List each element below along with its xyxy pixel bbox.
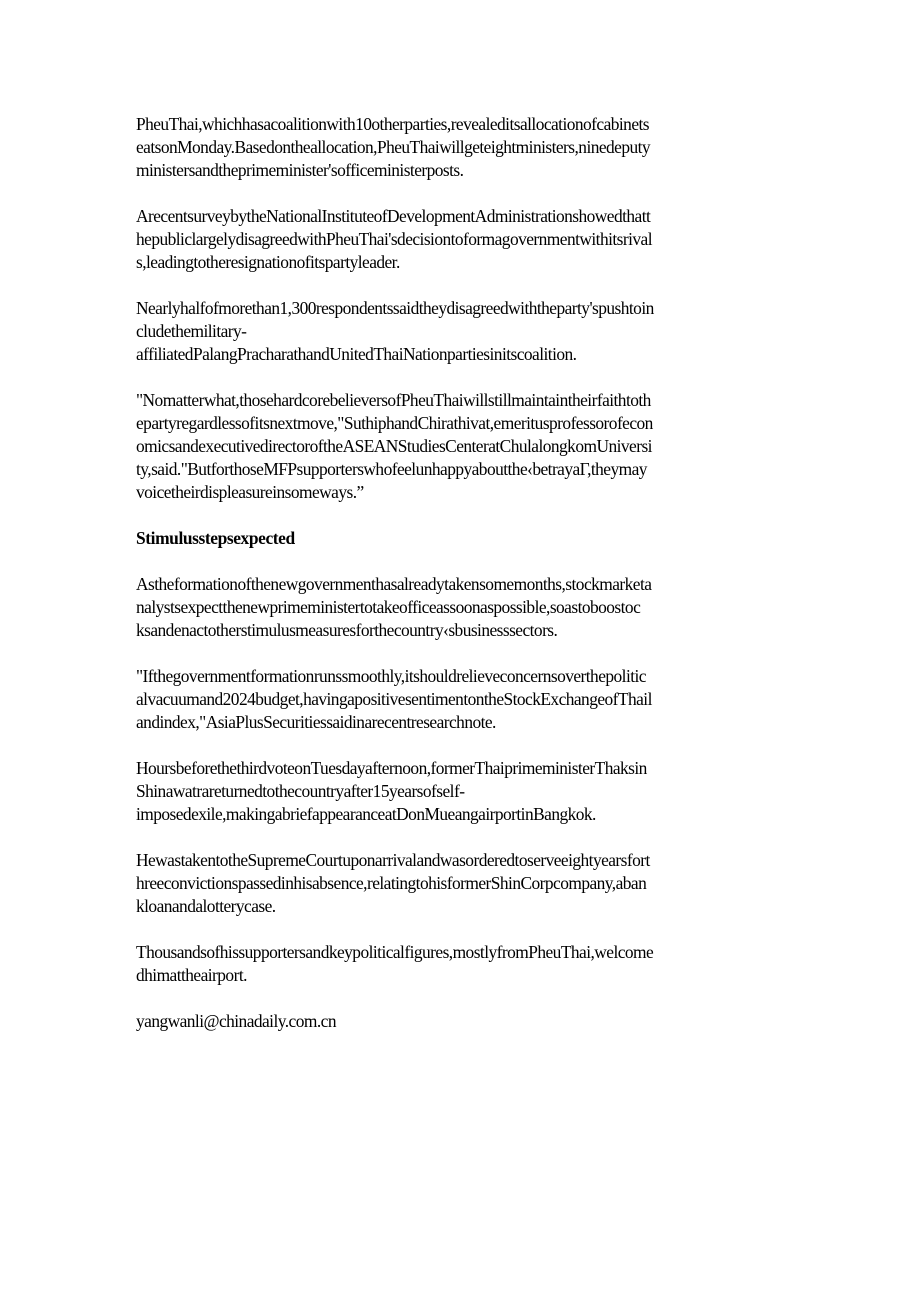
- text-line: omicsandexecutivedirectoroftheASEANStudiesCenteratChulalongkomUniversi: [136, 436, 652, 456]
- paragraph-nida-survey: [136, 205, 786, 274]
- text-line: "Ifthegovernmentformationrunssmoothly,itshouldrelieveconcernsoverthepolitic: [136, 666, 646, 686]
- text-line: alvacuumand2024budget,havingapositivesentimentontheStockExchangeofThail: [136, 689, 652, 709]
- paragraph-thaksin-return: [136, 757, 786, 826]
- text-line: Shinawatrareturnedtothecountryafter15yearsofself-: [136, 781, 465, 801]
- text-line: nalystsexpectthenewprimeministertotakeofficeassoonaspossible,soastoboostoc: [136, 597, 641, 617]
- text-line: PheuThai,whichhasacoalitionwith10otherparties,revealeditsallocationofcabinets: [136, 114, 649, 134]
- text-line: ArecentsurveybytheNationalInstituteofDevelopmentAdministrationshowedthatt: [136, 206, 651, 226]
- text-line: Nearlyhalfofmorethan1,300respondentssaidtheydisagreedwiththeparty'spushtoin: [136, 298, 654, 318]
- text-line: HoursbeforethethirdvoteonTuesdayafternoon,formerThaiprimeministerThaksin: [136, 758, 647, 778]
- paragraph-supreme-court: [136, 849, 786, 918]
- text-line: kloanandalotterycase.: [136, 896, 276, 916]
- paragraph-quote-suthiphand: [136, 389, 786, 504]
- text-line: ministersandtheprimeminister'sofficeministerposts.: [136, 160, 464, 180]
- text-line: hepubliclargelydisagreedwithPheuThai'sdecisiontoformagovernmentwithitsrival: [136, 229, 652, 249]
- text-line: HewastakentotheSupremeCourtuponarrivalandwasorderedtoserveeightyearsfort: [136, 850, 650, 870]
- text-line: cludethemilitary-: [136, 321, 247, 341]
- paragraph-respondents: [136, 297, 786, 366]
- text-line: imposedexile,makingabriefappearanceatDonMueangairportinBangkok.: [136, 804, 596, 824]
- text-line: hreeconvictionspassedinhisabsence,relatingtohisformerShinCorpcompany,aban: [136, 873, 647, 893]
- paragraph-asia-plus-quote: [136, 665, 786, 734]
- text-line: dhimattheairport.: [136, 965, 247, 985]
- text-line: s,leadingtotheresignationofitspartyleader.: [136, 252, 400, 272]
- paragraph-cabinet-allocation: [136, 113, 786, 182]
- text-line: eatsonMonday.Basedontheallocation,PheuThaiwillgeteightministers,ninedeputy: [136, 137, 651, 157]
- text-line: ksandenactotherstimulusmeasuresforthecountry‹sbusinesssectors.: [136, 620, 558, 640]
- text-line: Thousandsofhissupportersandkeypoliticalfigures,mostlyfromPheuThai,welcome: [136, 942, 654, 962]
- paragraph-supporters: [136, 941, 786, 987]
- text-line: ty,said."ButforthoseMFPsupporterswhofeelunhappyaboutthe‹betrayaΓ,theymay: [136, 459, 647, 479]
- author-email: yangwanli@chinadaily.com.cn: [136, 1011, 336, 1031]
- text-line: andindex,"AsiaPlusSecuritiessaidinarecentresearchnote.: [136, 712, 496, 732]
- article-body: [136, 113, 786, 1056]
- text-line: "Nomatterwhat,thosehardcorebelieversofPheuThaiwillstillmaintaintheirfaithtoth: [136, 390, 651, 410]
- text-line: Astheformationofthenewgovernmenthasalreadytakensomemonths,stockmarketa: [136, 574, 652, 594]
- section-heading: Stimulusstepsexpected: [136, 528, 295, 548]
- text-line: voicetheirdispleasureinsomeways.”: [136, 482, 364, 502]
- text-line: affiliatedPalangPracharathandUnitedThaiNationpartiesinitscoalition.: [136, 344, 577, 364]
- paragraph-stock-analysts: [136, 573, 786, 642]
- text-line: epartyregardlessofitsnextmove,"SuthiphandChirathivat,emeritusprofessorofecon: [136, 413, 653, 433]
